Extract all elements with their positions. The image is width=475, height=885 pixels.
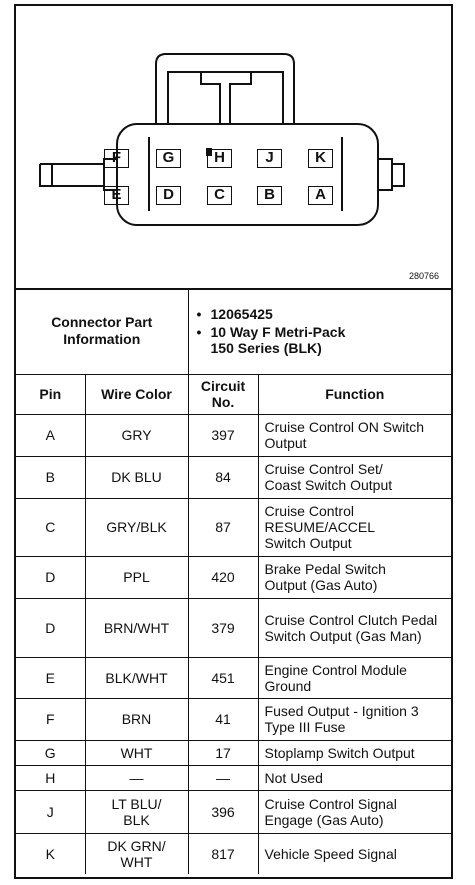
table-row bbox=[16, 598, 451, 657]
table-row bbox=[16, 765, 451, 790]
header-wire-color: Wire Color bbox=[85, 374, 188, 414]
circuit-cell: 451 bbox=[188, 657, 258, 698]
circuit-cell: 17 bbox=[188, 740, 258, 765]
pin-cavity-a: A bbox=[308, 186, 333, 205]
wire-color-cell: PPL bbox=[85, 556, 188, 598]
circuit-cell: 817 bbox=[188, 833, 258, 874]
table-row bbox=[16, 833, 451, 874]
wire-color-cell: GRY bbox=[85, 414, 188, 456]
pin-cell: H bbox=[16, 765, 85, 790]
header-circuit-no: Circuit No. bbox=[188, 374, 258, 414]
info-list bbox=[188, 288, 451, 374]
function-cell: Brake Pedal Switch Output (Gas Auto) bbox=[258, 556, 451, 598]
function-cell: Fused Output - Ignition 3 Type III Fuse bbox=[258, 698, 451, 740]
wire-color-cell: BRN/WHT bbox=[85, 598, 188, 657]
pin-cavity-g: G bbox=[156, 149, 181, 168]
function-cell: Vehicle Speed Signal bbox=[258, 833, 451, 874]
pin-cavity-f: F bbox=[104, 149, 129, 168]
pin-cavity-d: D bbox=[156, 186, 181, 205]
circuit-cell: 397 bbox=[188, 414, 258, 456]
info-item-part-number: • 12065425 bbox=[196, 305, 273, 322]
header-function: Function bbox=[258, 374, 451, 414]
wire-color-cell: WHT bbox=[85, 740, 188, 765]
info-title: Connector Part Information bbox=[16, 288, 188, 374]
table-row bbox=[16, 456, 451, 498]
circuit-cell: 87 bbox=[188, 498, 258, 556]
table-row bbox=[16, 740, 451, 765]
function-cell: Cruise Control Set/ Coast Switch Output bbox=[258, 456, 451, 498]
header-pin: Pin bbox=[16, 374, 85, 414]
table-row bbox=[16, 657, 451, 698]
wire-color-cell: GRY/BLK bbox=[85, 498, 188, 556]
connector-face-diagram bbox=[16, 6, 451, 290]
circuit-cell: 420 bbox=[188, 556, 258, 598]
circuit-cell: 84 bbox=[188, 456, 258, 498]
function-cell: Not Used bbox=[258, 765, 451, 790]
figure-code: 280766 bbox=[408, 271, 439, 281]
wire-color-cell: DK BLU bbox=[85, 456, 188, 498]
function-cell: Cruise Control ON Switch Output bbox=[258, 414, 451, 456]
function-cell: Cruise Control Signal Engage (Gas Auto) bbox=[258, 790, 451, 833]
pin-cell: D bbox=[16, 598, 85, 657]
pin-cell: B bbox=[16, 456, 85, 498]
pin-cell: G bbox=[16, 740, 85, 765]
pin-cavity-b: B bbox=[257, 186, 282, 205]
pin-cavity-j: J bbox=[257, 149, 282, 168]
pin-cell: A bbox=[16, 414, 85, 456]
connector-outline bbox=[16, 6, 451, 288]
function-cell: Engine Control Module Ground bbox=[258, 657, 451, 698]
pin-cavity-c: C bbox=[207, 186, 232, 205]
pin-cell: E bbox=[16, 657, 85, 698]
wire-color-cell: BLK/WHT bbox=[85, 657, 188, 698]
wire-color-cell: DK GRN/ WHT bbox=[85, 833, 188, 874]
header-row bbox=[16, 374, 451, 414]
wire-color-cell: BRN bbox=[85, 698, 188, 740]
pin-cell: F bbox=[16, 698, 85, 740]
circuit-cell: 379 bbox=[188, 598, 258, 657]
table-row bbox=[16, 414, 451, 456]
pinout-table bbox=[16, 288, 451, 874]
circuit-cell: — bbox=[188, 765, 258, 790]
wire-color-cell: — bbox=[85, 765, 188, 790]
table-row bbox=[16, 498, 451, 556]
function-cell: Cruise Control RESUME/ACCEL Switch Output bbox=[258, 498, 451, 556]
pin-cell: J bbox=[16, 790, 85, 833]
pin-cell: D bbox=[16, 556, 85, 598]
info-row bbox=[16, 288, 451, 374]
table-row bbox=[16, 790, 451, 833]
table-row bbox=[16, 556, 451, 598]
pin-cavity-h: H bbox=[207, 149, 232, 168]
table-row bbox=[16, 698, 451, 740]
pin-cavity-k: K bbox=[308, 149, 333, 168]
info-item-series: • 10 Way F Metri-Pack 150 Series (BLK) bbox=[196, 323, 346, 356]
function-cell: Cruise Control Clutch Pedal Switch Output (Gas Man) bbox=[258, 598, 451, 657]
function-cell: Stoplamp Switch Output bbox=[258, 740, 451, 765]
connector-chart bbox=[14, 4, 453, 879]
pin-cavity-e: E bbox=[104, 186, 129, 205]
circuit-cell: 41 bbox=[188, 698, 258, 740]
wire-color-cell: LT BLU/ BLK bbox=[85, 790, 188, 833]
pin-cell: C bbox=[16, 498, 85, 556]
circuit-cell: 396 bbox=[188, 790, 258, 833]
pin-cell: K bbox=[16, 833, 85, 874]
